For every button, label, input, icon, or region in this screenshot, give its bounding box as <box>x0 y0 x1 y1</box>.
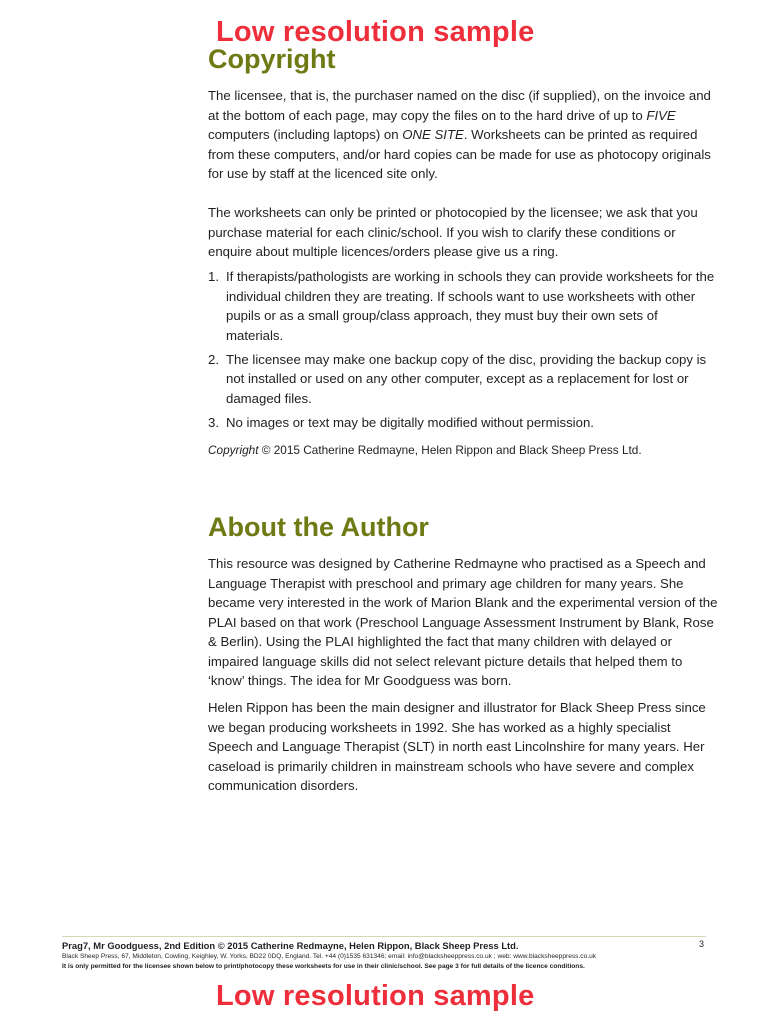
footer-address-line: Black Sheep Press, 67, Middleton, Cowling, Keighley, W. Yorks, BD22 0DQ, England. Tel. +44 (0)1535 631346; email: info@blacksheeppress.co.uk ; web: www.blacksheeppress.co.uk <box>62 953 597 960</box>
list-number: 3. <box>208 414 219 430</box>
footer-licence-line: It is only permitted for the licensee shown below to print/photocopy these worksheets for use in their clinic/school. See page 3 for full details of the licence conditions. <box>62 963 585 970</box>
watermark-top: Low resolution sample <box>216 16 535 48</box>
emphasis-five: FIVE <box>646 107 676 123</box>
copyright-paragraph-1 <box>208 86 718 184</box>
copyright-notice-text: © 2015 Catherine Redmayne, Helen Rippon and Black Sheep Press Ltd. <box>258 443 642 457</box>
list-number: 2. <box>208 351 219 367</box>
copyright-notice <box>208 442 642 458</box>
copyright-heading: Copyright <box>208 44 336 74</box>
list-item <box>208 413 718 433</box>
emphasis-one-site: ONE SITE <box>402 127 464 142</box>
list-item-text: No images or text may be digitally modified without permission. <box>226 414 594 430</box>
list-item <box>208 267 718 345</box>
list-item <box>208 350 718 409</box>
paragraph-text: computers (including laptops) on <box>208 127 403 142</box>
about-author-heading: About the Author <box>208 512 429 542</box>
copyright-label: Copyright <box>208 443 259 457</box>
list-number: 1. <box>208 269 219 284</box>
author-paragraph-2: Helen Rippon has been the main designer and illustrator for Black Sheep Press since we began producing worksheets in 1992. She has worked as a highly specialist Speech and Language Therapist (SLT) in north east Lincolnshire for many years. Her caseload is primarily children in mainstream schools who have severe and complex communication disorders. <box>208 700 706 793</box>
paragraph-text: The licensee, that is, the purchaser named on the disc (if supplied), on the invoice and at the bottom of each page, may copy the files on to the hard drive of up to <box>208 88 711 123</box>
licence-conditions-list <box>208 267 718 437</box>
author-paragraph-1: This resource was designed by Catherine Redmayne who practised as a Speech and Language Therapist with preschool and primary age children for many years. She became very interested in the work of Marion Blank and the experimental version of the PLAI based on that work (Preschool Language Assessment Instrument by Blank, Rose & Berlin). Using the PLAI highlighted the fact that many children with delayed or impaired language skills did not select relevant picture details that helped them to ‘know’ things. The idea for Mr Goodguess was born. <box>208 556 718 688</box>
footer-title-line: Prag7, Mr Goodguess, 2nd Edition © 2015 Catherine Redmayne, Helen Rippon, Black Sheep Press Ltd. <box>62 940 519 951</box>
list-item-text: If therapists/pathologists are working in schools they can provide worksheets for the individual children they are treating. If schools want to use worksheets with other pupils or as a small group/class approach, they must buy their own sets of materials. <box>226 269 715 343</box>
page-number: 3 <box>699 939 705 949</box>
watermark-bottom: Low resolution sample <box>216 980 535 1012</box>
copyright-paragraph-2: The worksheets can only be printed or photocopied by the licensee; we ask that you purchase material for each clinic/school. If you wish to clarify these conditions or enquire about multiple licences/orders please give us a ring. <box>208 205 698 259</box>
list-item-text: The licensee may make one backup copy of the disc, providing the backup copy is not installed or used on any other computer, except as a replacement for lost or damaged files. <box>226 351 707 406</box>
footer-divider <box>62 936 706 937</box>
paragraph-text: . Worksheets can be printed as required from these computers, and/or hard copies can be made for use as photocopy originals for use by staff at the licenced site only. <box>208 127 711 181</box>
